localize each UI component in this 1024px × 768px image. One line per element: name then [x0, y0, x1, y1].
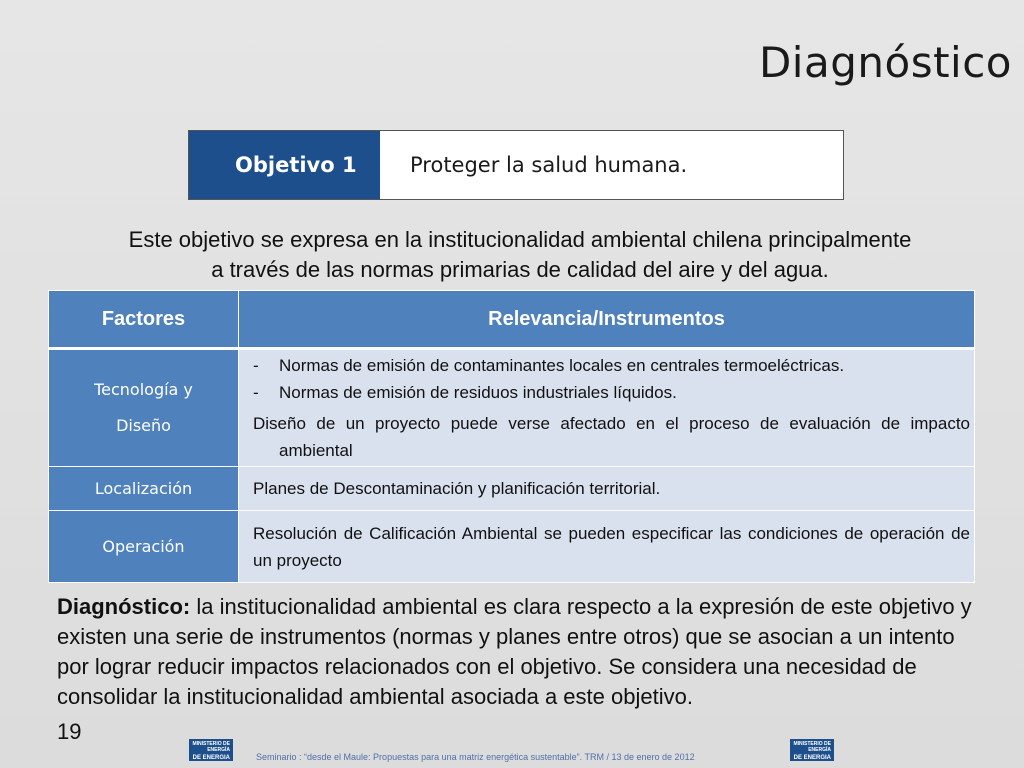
diagnosis-label: Diagnóstico: — [57, 594, 191, 619]
factor-cell — [49, 349, 239, 467]
ministry-logo-icon — [189, 739, 233, 761]
logo-label: DE ENERGIA — [793, 755, 831, 761]
bullet-text: Normas de emisión de residuos industriales líquidos. — [279, 383, 677, 402]
table-row — [49, 349, 975, 467]
table-row — [49, 467, 975, 511]
factor-label: Diseño — [116, 416, 171, 435]
relevance-cell: Resolución de Calificación Ambiental se pueden especificar las condiciones de operación de un proyecto — [239, 511, 975, 583]
page-number: 19 — [57, 719, 82, 744]
slide-title: Diagnóstico — [758, 38, 1012, 87]
intro-line-1: Este objetivo se expresa en la institucionalidad ambiental chilena principalmente — [128, 227, 912, 252]
logo-label: DE ENERGIA — [192, 755, 230, 761]
footer-text: Seminario : “desde el Maule: Propuestas para una matriz energética sustentable”. TRM / 13 de enero de 2012 — [256, 752, 695, 762]
factor-label: Tecnología y — [94, 380, 193, 399]
relevance-cell: Planes de Descontaminación y planificación territorial. — [239, 467, 975, 511]
ministry-logo-icon — [790, 739, 834, 761]
logo-text: MINISTERIO DE ENERGÍA — [192, 741, 230, 753]
intro-line-2: a través de las normas primarias de calidad del aire y del agua. — [211, 257, 829, 282]
bullet-text: Normas de emisión de contaminantes locales en centrales termoeléctricas. — [279, 356, 845, 375]
list-item — [253, 379, 970, 406]
intro-paragraph — [40, 225, 1000, 285]
table-row — [49, 511, 975, 583]
list-item — [253, 352, 970, 379]
objective-text: Proteger la salud humana. — [410, 153, 688, 177]
table-header-row — [49, 291, 975, 349]
header-relevancia: Relevancia/Instrumentos — [239, 291, 975, 349]
objective-banner — [188, 130, 844, 200]
factors-table — [48, 290, 975, 583]
bullet-dash: - — [253, 356, 259, 375]
relevance-cell — [239, 349, 975, 467]
logo-text: MINISTERIO DE ENERGÍA — [793, 741, 831, 753]
relevance-note: Diseño de un proyecto puede verse afectado en el proceso de evaluación de impacto ambiental — [253, 414, 970, 460]
bullet-dash: - — [253, 383, 259, 402]
objective-label: Objetivo 1 — [189, 131, 380, 199]
diagnosis-text: la institucionalidad ambiental es clara respecto a la expresión de este objetivo y existen una serie de instrumentos (normas y planes entre otros) que se asocian a un intento por lograr reducir impactos relacionados con el objetivo. Se considera una necesidad de consolidar la institucionalidad ambiental asociada a este objetivo. — [57, 594, 972, 709]
factor-cell: Operación — [49, 511, 239, 583]
header-factores: Factores — [49, 291, 239, 349]
factor-cell: Localización — [49, 467, 239, 511]
diagnosis-paragraph — [57, 592, 982, 712]
